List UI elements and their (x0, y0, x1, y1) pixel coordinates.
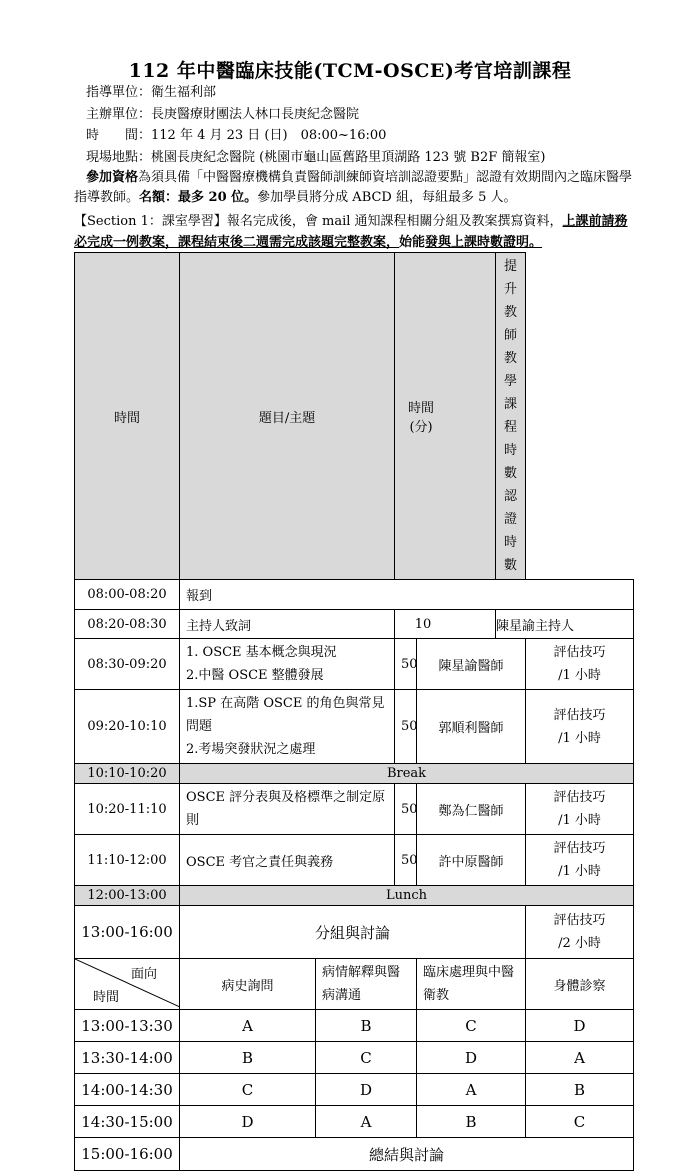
row-minutes: 10 (395, 610, 496, 639)
row-time: 10:10-10:20 (75, 764, 180, 784)
row-topic (180, 639, 395, 690)
credit-line: 評估技巧 (553, 645, 606, 660)
group-row-time: 14:30-15:00 (75, 1106, 180, 1138)
group-cell: A (417, 1074, 526, 1106)
group-column-header: 身體診察 (526, 959, 634, 1010)
credit-line: /1 小時 (558, 813, 601, 828)
row-speaker: 許中原醫師 (417, 835, 526, 886)
topic-line: 1.SP 在高階 OSCE 的角色與常見問題 (186, 696, 385, 734)
time-value: 112 年 4 月 23 日 (日) 08:00~16:00 (151, 128, 387, 143)
final-label: 總結與討論 (180, 1138, 634, 1171)
table-row (75, 580, 634, 610)
section1-text: 報名完成後，會 mail 通知課程相關分組及教案撰寫資料， (226, 214, 563, 229)
group-cell: B (526, 1074, 634, 1106)
section1-tag: 【Section 1：課室學習】 (74, 214, 227, 229)
section1-requirement: 上課前請務必完成一例教案，課程結束後二週需完成該題完整教案， (74, 214, 628, 250)
qualification-text: 為須具備「中醫醫療機構負責醫師訓練師資培訓認證要點」認證有效期間內之臨床醫學指導教師。 (74, 170, 633, 205)
row-credit (526, 690, 634, 764)
row-minutes: 50 (395, 639, 417, 690)
row-topic (180, 690, 395, 764)
row-minutes: 50 (395, 835, 417, 886)
group-cell: C (316, 1042, 417, 1074)
lunch-label: Lunch (180, 886, 634, 906)
group-row (75, 1010, 634, 1042)
row-minutes: 50 (395, 690, 417, 764)
table-row (75, 835, 634, 886)
group-cell: B (180, 1042, 316, 1074)
header-time: 時間 (75, 253, 180, 580)
credit-line: /2 小時 (558, 936, 601, 951)
venue-label: 現場地點： (86, 150, 152, 165)
group-row-time: 13:30-14:00 (75, 1042, 180, 1074)
page-title: 112 年中醫臨床技能(TCM-OSCE)考官培訓課程 (128, 60, 572, 82)
row-time: 10:20-11:10 (75, 784, 180, 835)
group-note: 參加學員將分成 ABCD 組，每組最多 5 人。 (257, 190, 517, 205)
corner-bottom-label: 時間 (93, 990, 120, 1005)
table-row (75, 690, 634, 764)
corner-top-label: 面向 (130, 967, 157, 982)
quota-label: 名額：最多 20 位。 (139, 190, 258, 205)
row-topic: 分組與討論 (180, 906, 526, 959)
break-label: Break (180, 764, 634, 784)
host-unit-line (86, 106, 359, 124)
table-row (75, 906, 634, 959)
guide-unit-label: 指導單位： (86, 85, 152, 100)
credit-line: /1 小時 (558, 730, 601, 746)
row-topic: OSCE 評分表與及格標準之制定原則 (180, 784, 395, 835)
group-row (75, 1106, 634, 1138)
table-row (75, 784, 634, 835)
row-credit (526, 906, 634, 959)
credit-line: /1 小時 (558, 668, 601, 683)
group-cell: C (180, 1074, 316, 1106)
group-cell: D (417, 1042, 526, 1074)
credit-line: 評估技巧 (553, 913, 606, 928)
group-column-header: 病史詢問 (180, 959, 316, 1010)
group-row-time: 13:00-13:30 (75, 1010, 180, 1042)
group-row (75, 1042, 634, 1074)
row-topic: 主持人致詞 (180, 610, 395, 639)
row-topic: OSCE 考官之責任與義務 (180, 835, 395, 886)
section1-paragraph (74, 211, 634, 253)
section1-certificate: 發與上課時數證明。 (425, 235, 543, 250)
qualification-paragraph (74, 168, 634, 208)
time-line (86, 127, 386, 145)
row-speaker: 鄭為仁醫師 (417, 784, 526, 835)
row-credit (526, 639, 634, 690)
qualification-label: 參加資格 (86, 170, 139, 185)
venue-value: 桃園長庚紀念醫院 (桃園市龜山區舊路里頂湖路 123 號 B2F 簡報室) (151, 150, 546, 165)
group-column-header: 病情解釋與醫病溝通 (316, 959, 417, 1010)
header-credit: 提升教師教學課程時數認證時數 (496, 253, 526, 580)
host-unit-label: 主辦單位： (86, 107, 152, 122)
group-cell: C (526, 1106, 634, 1138)
row-topic: 報到 (180, 580, 634, 610)
row-time: 12:00-13:00 (75, 886, 180, 906)
row-speaker: 郭順利醫師 (417, 690, 526, 764)
row-speaker: 陳星諭醫師 (417, 639, 526, 690)
section1-text2: 始能 (399, 235, 426, 250)
group-cell: D (180, 1106, 316, 1138)
row-time: 09:20-10:10 (75, 690, 180, 764)
guide-unit-line (86, 84, 216, 102)
row-time: 08:30-09:20 (75, 639, 180, 690)
group-cell: A (526, 1042, 634, 1074)
row-speaker: 陳星諭主持人 (496, 610, 634, 639)
credit-line: 評估技巧 (553, 790, 606, 805)
table-row-lunch (75, 886, 634, 906)
topic-line: 2.考場突發狀況之處理 (186, 742, 316, 757)
table-row-break (75, 764, 634, 784)
group-corner-cell (75, 959, 180, 1010)
host-unit-value: 長庚醫療財團法人林口長庚紀念醫院 (151, 107, 360, 122)
table-header-row (75, 253, 634, 580)
group-cell: A (316, 1106, 417, 1138)
credit-line: 評估技巧 (553, 841, 606, 856)
group-cell: D (316, 1074, 417, 1106)
group-cell: B (417, 1106, 526, 1138)
topic-line: 2.中醫 OSCE 整體發展 (186, 668, 324, 683)
table-row (75, 639, 634, 690)
row-credit (526, 784, 634, 835)
row-time: 08:00-08:20 (75, 580, 180, 610)
group-column-header: 臨床處理與中醫衛教 (417, 959, 526, 1010)
group-cell: D (526, 1010, 634, 1042)
row-credit (526, 835, 634, 886)
table-row (75, 610, 634, 639)
group-row-time: 14:00-14:30 (75, 1074, 180, 1106)
group-header-row (75, 959, 634, 1010)
group-cell: A (180, 1010, 316, 1042)
schedule-table (74, 252, 634, 1171)
venue-line (86, 149, 545, 167)
row-time: 13:00-16:00 (75, 906, 180, 959)
group-row (75, 1074, 634, 1106)
group-cell: B (316, 1010, 417, 1042)
row-time: 08:20-08:30 (75, 610, 180, 639)
header-topic: 題目/主題 (180, 253, 395, 580)
time-label: 時 間： (86, 128, 152, 143)
header-minutes: 時間(分) (395, 253, 496, 580)
final-time: 15:00-16:00 (75, 1138, 180, 1171)
final-row (75, 1138, 634, 1171)
topic-line: 1. OSCE 基本概念與現況 (186, 645, 337, 660)
row-time: 11:10-12:00 (75, 835, 180, 886)
group-cell: C (417, 1010, 526, 1042)
credit-line: /1 小時 (558, 864, 601, 879)
guide-unit-value: 衛生福利部 (151, 85, 217, 100)
row-minutes: 50 (395, 784, 417, 835)
corner-diagonal (75, 959, 180, 1007)
credit-line: 評估技巧 (553, 707, 606, 723)
